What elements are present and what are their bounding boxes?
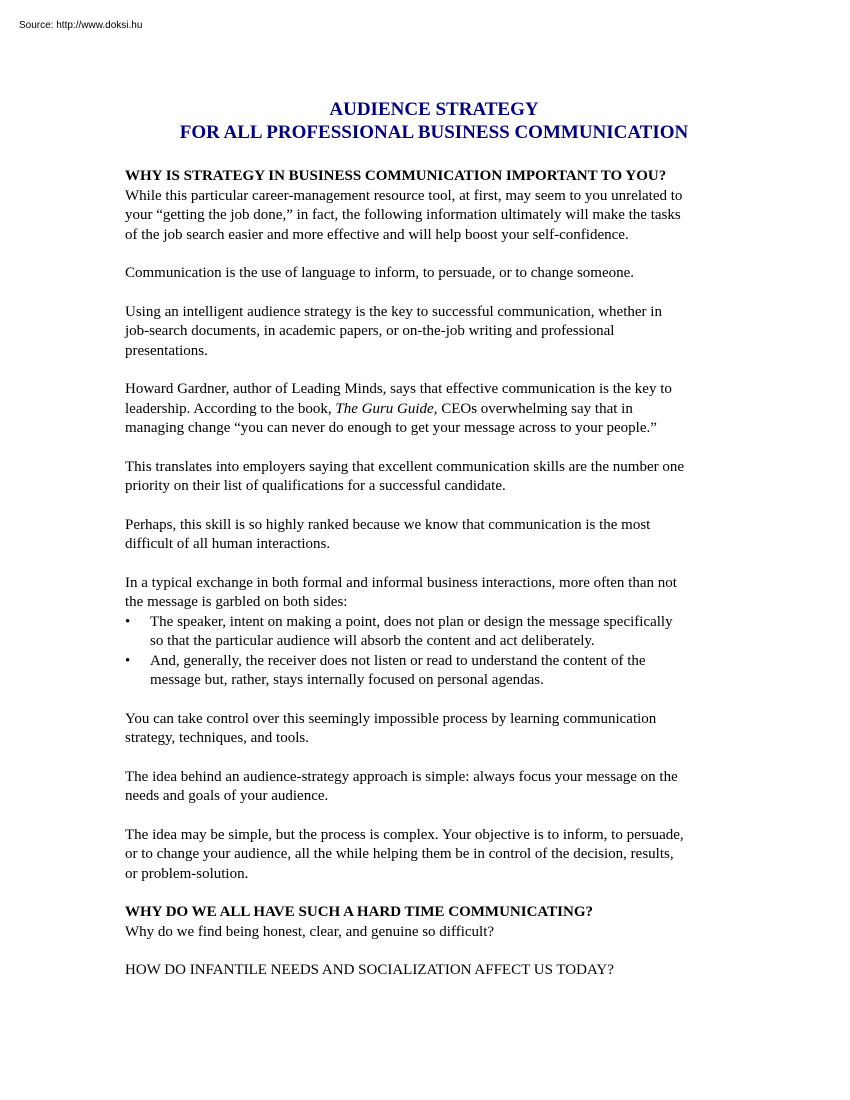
text-line: Perhaps, this skill is so highly ranked because we know that communication is the most — [125, 516, 651, 533]
text-line: This translates into employers saying that excellent communication skills are the number one — [125, 458, 685, 475]
text-line: message but, rather, stays internally focused on personal agendas. — [150, 672, 544, 688]
text-line: or to change your audience, all the while helping them be in control of the decision, results, — [125, 846, 674, 862]
text-line: needs and goals of your audience. — [125, 788, 329, 804]
document-title-line-2: FOR ALL PROFESSIONAL BUSINESS COMMUNICATION — [179, 122, 689, 143]
paragraph-intro — [125, 187, 765, 246]
list-item — [125, 652, 765, 691]
list-item — [125, 613, 765, 652]
text-line: In a typical exchange in both formal and informal business interactions, more often than not — [125, 574, 677, 591]
text-line: strategy, techniques, and tools. — [125, 730, 309, 746]
text-span: leadership. According to the book, — [125, 400, 336, 417]
paragraph-control — [125, 710, 765, 749]
paragraph-idea — [125, 768, 765, 807]
source-url: Source: http://www.doksi.hu — [19, 20, 143, 31]
text-line: While this particular career-management resource tool, at first, may seem to you unrelated to — [125, 187, 683, 204]
section-heading: WHY IS STRATEGY IN BUSINESS COMMUNICATION IMPORTANT TO YOU? — [125, 168, 667, 184]
bullet-icon: • — [125, 613, 131, 630]
text-line: The idea may be simple, but the process is complex. Your objective is to inform, to persuade, — [125, 826, 684, 843]
text-line: so that the particular audience will absorb the content and act deliberately. — [150, 633, 595, 649]
text-line: managing change “you can never do enough to get your message across to your people.” — [125, 420, 657, 436]
text-line: And, generally, the receiver does not listen or read to understand the content of the — [150, 652, 646, 669]
text-line: presentations. — [125, 342, 208, 359]
paragraph-audience-strategy — [125, 303, 765, 362]
section-heading: WHY DO WE ALL HAVE SUCH A HARD TIME COMMUNICATING? — [125, 904, 593, 920]
paragraph-question: Why do we find being honest, clear, and genuine so difficult? — [125, 923, 495, 940]
document-body — [125, 167, 765, 981]
text-line: The idea behind an audience-strategy approach is simple: always focus your message on the — [125, 768, 678, 785]
paragraph-employers — [125, 458, 765, 497]
text-line: or problem-solution. — [125, 865, 249, 882]
paragraph-gardner — [125, 380, 765, 439]
text-line: of the job search easier and more effective and will help boost your self-confidence. — [125, 226, 629, 243]
text-line: priority on their list of qualifications for a successful candidate. — [125, 478, 506, 494]
bullet-icon: • — [125, 652, 131, 669]
text-span: , CEOs overwhelming say that in — [433, 400, 633, 417]
document-title-line-1: AUDIENCE STRATEGY — [329, 99, 539, 120]
text-line: difficult of all human interactions. — [125, 536, 331, 552]
paragraph-exchange — [125, 574, 765, 613]
text-line: job-search documents, in academic papers, or on-the-job writing and professional — [125, 323, 615, 339]
paragraph-definition: Communication is the use of language to inform, to persuade, or to change someone. — [125, 265, 635, 281]
paragraph-ranked — [125, 516, 765, 555]
book-title: The Guru Guide — [335, 400, 434, 417]
text-line: the message is garbled on both sides: — [125, 594, 348, 610]
paragraph-complex — [125, 826, 765, 885]
text-line: You can take control over this seemingly impossible process by learning communication — [125, 710, 657, 727]
text-line: Howard Gardner, author of Leading Minds, says that effective communication is the key to — [125, 381, 672, 397]
text-line: Using an intelligent audience strategy is the key to successful communication, whether in — [125, 303, 662, 320]
text-line — [125, 400, 765, 420]
text-line: your “getting the job done,” in fact, the following information ultimately will make the tasks — [125, 207, 681, 223]
text-line: The speaker, intent on making a point, does not plan or design the message specifically — [150, 613, 673, 630]
bullet-list — [125, 613, 765, 691]
paragraph-infantile: HOW DO INFANTILE NEEDS AND SOCIALIZATION AFFECT US TODAY? — [125, 962, 614, 978]
